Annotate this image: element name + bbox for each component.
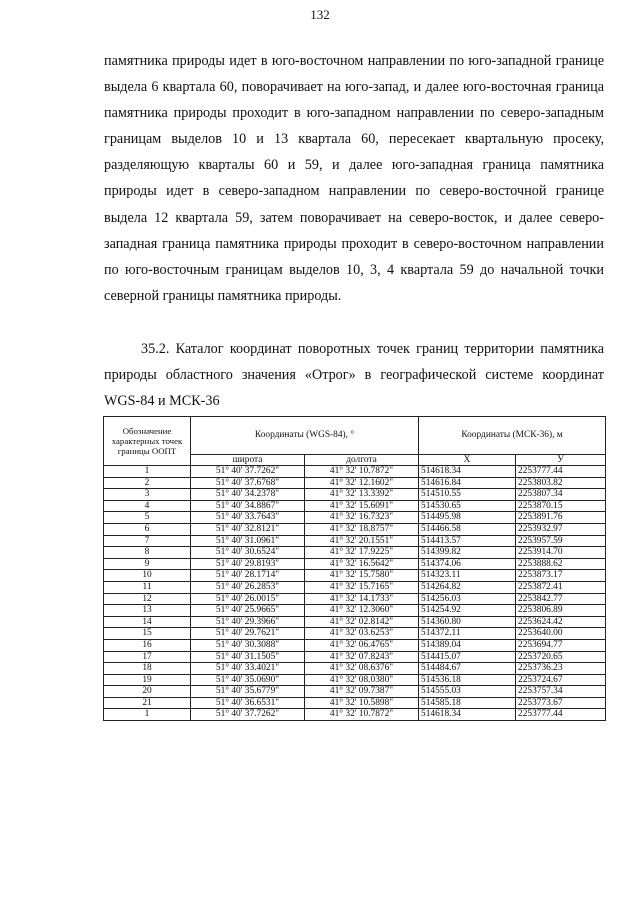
cell-latitude: 51° 40' 33.7643" (191, 512, 305, 524)
cell-y: 2253872.41 (516, 581, 606, 593)
section-heading: 35.2. Каталог координат поворотных точек границ территории памятника природы областного значения «Отрог» в географической системе координат WGS-84 и МСК-36 (104, 341, 604, 410)
cell-y: 2253736.23 (516, 663, 606, 675)
cell-point-id: 12 (104, 593, 191, 605)
cell-y: 2253873.17 (516, 570, 606, 582)
cell-point-id: 19 (104, 674, 191, 686)
cell-latitude: 51° 40' 37.7262" (191, 466, 305, 478)
header-msk36: Координаты (МСК-36), м (419, 417, 606, 455)
coordinates-table-container (103, 416, 605, 721)
boundary-description (104, 48, 604, 309)
table-row (104, 651, 606, 663)
table-row (104, 639, 606, 651)
coordinates-table-body (104, 466, 606, 721)
cell-y: 2253640.00 (516, 628, 606, 640)
cell-point-id: 11 (104, 581, 191, 593)
cell-point-id: 4 (104, 500, 191, 512)
cell-point-id: 21 (104, 697, 191, 709)
cell-longitude: 41° 32' 02.8142" (305, 616, 419, 628)
cell-longitude: 41° 32' 15.7165" (305, 581, 419, 593)
cell-point-id: 15 (104, 628, 191, 640)
cell-point-id: 2 (104, 477, 191, 489)
table-row (104, 581, 606, 593)
coordinates-table (103, 416, 606, 721)
cell-point-id: 17 (104, 651, 191, 663)
cell-y: 2253803.82 (516, 477, 606, 489)
cell-y: 2253720.65 (516, 651, 606, 663)
cell-x: 514372.11 (419, 628, 516, 640)
cell-y: 2253806.89 (516, 605, 606, 617)
cell-point-id: 18 (104, 663, 191, 675)
cell-point-id: 1 (104, 709, 191, 721)
cell-point-id: 8 (104, 547, 191, 559)
table-row (104, 535, 606, 547)
table-row (104, 697, 606, 709)
subheader-latitude: широта (191, 455, 305, 466)
cell-y: 2253777.44 (516, 466, 606, 478)
cell-latitude: 51° 40' 26.0015" (191, 593, 305, 605)
cell-latitude: 51° 40' 25.9665" (191, 605, 305, 617)
cell-x: 514415.07 (419, 651, 516, 663)
cell-longitude: 41° 32' 07.8243" (305, 651, 419, 663)
table-row (104, 500, 606, 512)
table-row (104, 663, 606, 675)
cell-y: 2253624.42 (516, 616, 606, 628)
cell-x: 514389.04 (419, 639, 516, 651)
cell-latitude: 51° 40' 29.3966" (191, 616, 305, 628)
cell-point-id: 7 (104, 535, 191, 547)
cell-longitude: 41° 32' 14.1733" (305, 593, 419, 605)
page-number: 132 (310, 7, 330, 22)
cell-longitude: 41° 32' 16.7323" (305, 512, 419, 524)
cell-longitude: 41° 32' 17.9225" (305, 547, 419, 559)
cell-x: 514399.82 (419, 547, 516, 559)
cell-x: 514618.34 (419, 466, 516, 478)
cell-longitude: 41° 32' 18.8757" (305, 523, 419, 535)
cell-latitude: 51° 40' 30.3088" (191, 639, 305, 651)
table-row (104, 547, 606, 559)
cell-x: 514264.82 (419, 581, 516, 593)
cell-longitude: 41° 32' 20.1551" (305, 535, 419, 547)
cell-longitude: 41° 32' 15.7580" (305, 570, 419, 582)
table-row (104, 674, 606, 686)
table-row (104, 466, 606, 478)
cell-y: 2253842.77 (516, 593, 606, 605)
boundary-description-text: памятника природы идет в юго-восточном направлении по юго-западной границе выдела 6 квартала 60, поворачивает на юго-запад, и далее юго-восточная граница памятника природы проходит в юго-западном направлении по северо-западным границам выделов 10 и 13 квартала 60, пересекает квартальную просеку, разделяющую кварталы 60 и 59, и далее юго-западная граница памятника природы идет в северо-западном направлении по северо-восточной границе выдела 12 квартала 59, затем поворачивает на северо-восток, и далее северо-западная граница памятника природы проходит в северо-восточном направлении по юго-восточным границам выделов 10, 3, 4 квартала 59 до начальной точки северной границы памятника природы. (104, 53, 604, 304)
cell-latitude: 51° 40' 35.0690" (191, 674, 305, 686)
cell-longitude: 41° 32' 03.6253" (305, 628, 419, 640)
cell-latitude: 51° 40' 31.0961" (191, 535, 305, 547)
table-row (104, 558, 606, 570)
cell-latitude: 51° 40' 35.6779" (191, 686, 305, 698)
cell-x: 514585.18 (419, 697, 516, 709)
cell-point-id: 13 (104, 605, 191, 617)
cell-point-id: 3 (104, 489, 191, 501)
cell-longitude: 41° 32' 09.7387" (305, 686, 419, 698)
cell-point-id: 9 (104, 558, 191, 570)
cell-y: 2253957.59 (516, 535, 606, 547)
cell-x: 514256.03 (419, 593, 516, 605)
cell-y: 2253807.34 (516, 489, 606, 501)
cell-x: 514536.18 (419, 674, 516, 686)
table-row (104, 477, 606, 489)
cell-y: 2253773.67 (516, 697, 606, 709)
cell-y: 2253777.44 (516, 709, 606, 721)
cell-latitude: 51° 40' 28.1714" (191, 570, 305, 582)
cell-longitude: 41° 32' 08.6376" (305, 663, 419, 675)
cell-latitude: 51° 40' 36.6531" (191, 697, 305, 709)
cell-latitude: 51° 40' 34.8867" (191, 500, 305, 512)
cell-longitude: 41° 32' 12.1602" (305, 477, 419, 489)
header-wgs84: Координаты (WGS-84), ° (191, 417, 419, 455)
subheader-longitude: долгота (305, 455, 419, 466)
cell-x: 514495.98 (419, 512, 516, 524)
cell-longitude: 41° 32' 13.3392" (305, 489, 419, 501)
table-row (104, 512, 606, 524)
table-row (104, 628, 606, 640)
cell-point-id: 6 (104, 523, 191, 535)
cell-longitude: 41° 32' 06.4765" (305, 639, 419, 651)
cell-longitude: 41° 32' 10.5898" (305, 697, 419, 709)
cell-y: 2253891.76 (516, 512, 606, 524)
cell-y: 2253870.15 (516, 500, 606, 512)
cell-y: 2253888.62 (516, 558, 606, 570)
cell-point-id: 16 (104, 639, 191, 651)
cell-x: 514510.55 (419, 489, 516, 501)
cell-latitude: 51° 40' 32.8121" (191, 523, 305, 535)
cell-x: 514555.03 (419, 686, 516, 698)
cell-point-id: 14 (104, 616, 191, 628)
cell-x: 514618.34 (419, 709, 516, 721)
cell-x: 514413.57 (419, 535, 516, 547)
cell-point-id: 5 (104, 512, 191, 524)
cell-latitude: 51° 40' 31.1505" (191, 651, 305, 663)
cell-latitude: 51° 40' 29.8193" (191, 558, 305, 570)
header-point-id: Обозначение характерных точек границы ООПТ (104, 417, 191, 466)
cell-longitude: 41° 32' 15.6091" (305, 500, 419, 512)
cell-y: 2253724.67 (516, 674, 606, 686)
cell-latitude: 51° 40' 30.6524" (191, 547, 305, 559)
cell-latitude: 51° 40' 34.2378" (191, 489, 305, 501)
cell-y: 2253932.97 (516, 523, 606, 535)
cell-longitude: 41° 32' 08.0380" (305, 674, 419, 686)
cell-x: 514484.67 (419, 663, 516, 675)
cell-longitude: 41° 32' 16.5642" (305, 558, 419, 570)
cell-y: 2253757.34 (516, 686, 606, 698)
cell-x: 514374.06 (419, 558, 516, 570)
cell-longitude: 41° 32' 10.7872" (305, 466, 419, 478)
cell-x: 514360.80 (419, 616, 516, 628)
cell-y: 2253914.70 (516, 547, 606, 559)
cell-latitude: 51° 40' 37.7262" (191, 709, 305, 721)
cell-point-id: 1 (104, 466, 191, 478)
cell-point-id: 20 (104, 686, 191, 698)
subheader-x: Х (419, 455, 516, 466)
cell-longitude: 41° 32' 12.3060" (305, 605, 419, 617)
cell-x: 514254.92 (419, 605, 516, 617)
section-heading-block (104, 336, 604, 414)
cell-y: 2253694.77 (516, 639, 606, 651)
cell-latitude: 51° 40' 37.6768" (191, 477, 305, 489)
table-row (104, 523, 606, 535)
table-row (104, 593, 606, 605)
cell-x: 514616.84 (419, 477, 516, 489)
cell-latitude: 51° 40' 29.7621" (191, 628, 305, 640)
cell-x: 514323.11 (419, 570, 516, 582)
cell-point-id: 10 (104, 570, 191, 582)
cell-latitude: 51° 40' 26.2853" (191, 581, 305, 593)
table-row (104, 686, 606, 698)
cell-x: 514466.58 (419, 523, 516, 535)
table-row (104, 605, 606, 617)
table-row (104, 709, 606, 721)
cell-longitude: 41° 32' 10.7872" (305, 709, 419, 721)
table-row (104, 570, 606, 582)
subheader-y: У (516, 455, 606, 466)
table-row (104, 489, 606, 501)
cell-latitude: 51° 40' 33.4021" (191, 663, 305, 675)
cell-x: 514530.65 (419, 500, 516, 512)
table-row (104, 616, 606, 628)
